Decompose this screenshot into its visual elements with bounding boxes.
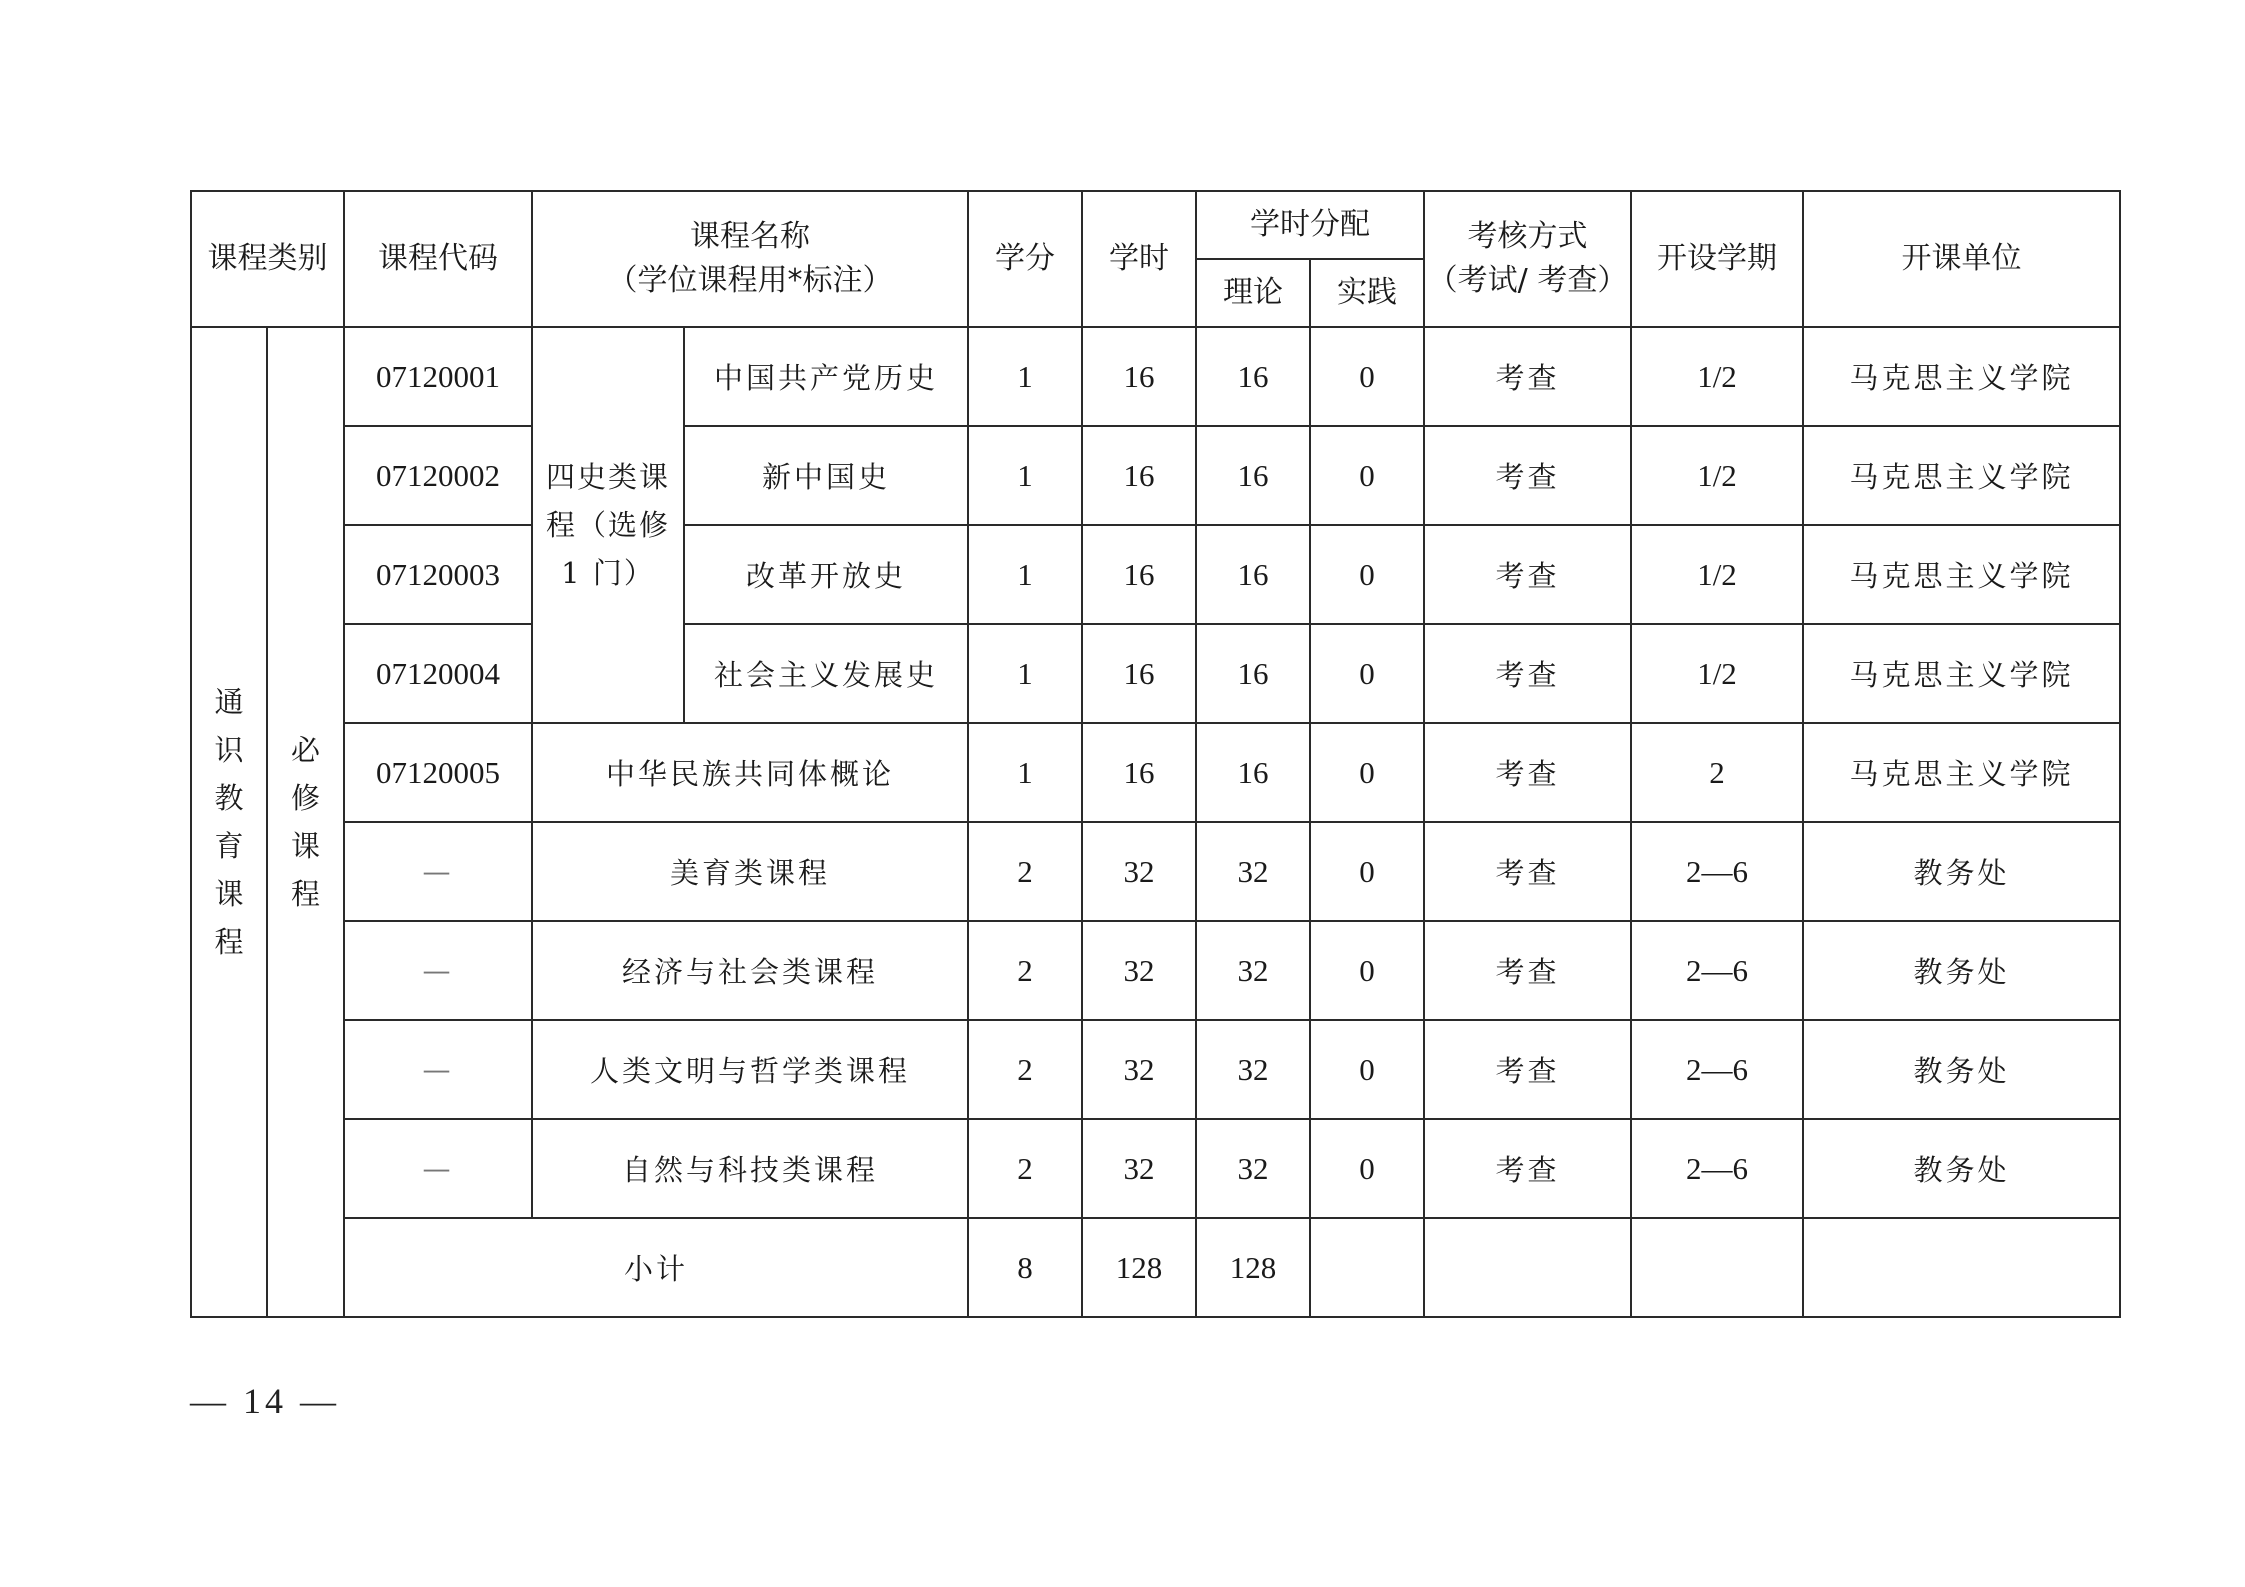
semester: 1/2 bbox=[1631, 327, 1803, 426]
semester: 2—6 bbox=[1631, 921, 1803, 1020]
unit: 马克思主义学院 bbox=[1803, 426, 2120, 525]
course-code: 07120004 bbox=[344, 624, 532, 723]
hours: 16 bbox=[1082, 426, 1196, 525]
practice-hours: 0 bbox=[1310, 921, 1424, 1020]
header-category: 课程类别 bbox=[191, 191, 344, 327]
theory-hours: 32 bbox=[1196, 1020, 1310, 1119]
course-code: — bbox=[344, 1119, 532, 1218]
header-theory: 理论 bbox=[1196, 259, 1310, 327]
table-row bbox=[191, 1020, 2120, 1119]
header-name-line2: （学位课程用*标注） bbox=[607, 263, 893, 298]
header-practice: 实践 bbox=[1310, 259, 1424, 327]
hours: 16 bbox=[1082, 327, 1196, 426]
course-name: 改革开放史 bbox=[684, 525, 968, 624]
curriculum-table bbox=[190, 190, 2121, 1318]
assessment: 考查 bbox=[1424, 1119, 1631, 1218]
theory-hours: 16 bbox=[1196, 723, 1310, 822]
course-name: 自然与科技类课程 bbox=[532, 1119, 968, 1218]
credits: 1 bbox=[968, 327, 1082, 426]
course-code: 07120001 bbox=[344, 327, 532, 426]
group-label: 四史类课程（选修 1 门） bbox=[545, 460, 670, 590]
table-row bbox=[191, 525, 2120, 624]
table-row bbox=[191, 723, 2120, 822]
table-row bbox=[191, 624, 2120, 723]
assessment: 考查 bbox=[1424, 723, 1631, 822]
theory-hours: 32 bbox=[1196, 921, 1310, 1020]
header-hours: 学时 bbox=[1082, 191, 1196, 327]
course-name: 人类文明与哲学类课程 bbox=[532, 1020, 968, 1119]
page-number: — 14 — bbox=[190, 1381, 340, 1421]
unit: 马克思主义学院 bbox=[1803, 525, 2120, 624]
header-assessment-line1: 考核方式 bbox=[1467, 219, 1588, 254]
category-main-cell bbox=[191, 327, 267, 1317]
header-credits: 学分 bbox=[968, 191, 1082, 327]
course-name: 新中国史 bbox=[684, 426, 968, 525]
practice-hours: 0 bbox=[1310, 1119, 1424, 1218]
course-name: 美育类课程 bbox=[532, 822, 968, 921]
subtotal-semester bbox=[1631, 1218, 1803, 1317]
table-row bbox=[191, 1119, 2120, 1218]
practice-hours: 0 bbox=[1310, 1020, 1424, 1119]
category-sub-cell bbox=[267, 327, 344, 1317]
assessment: 考查 bbox=[1424, 426, 1631, 525]
theory-hours: 16 bbox=[1196, 525, 1310, 624]
header-row-1 bbox=[191, 191, 2120, 259]
semester: 2—6 bbox=[1631, 1119, 1803, 1218]
hours: 32 bbox=[1082, 921, 1196, 1020]
header-name-line1: 课程名称 bbox=[690, 219, 810, 254]
hours: 16 bbox=[1082, 525, 1196, 624]
assessment: 考查 bbox=[1424, 822, 1631, 921]
practice-hours: 0 bbox=[1310, 327, 1424, 426]
hours: 32 bbox=[1082, 1020, 1196, 1119]
table-row bbox=[191, 921, 2120, 1020]
theory-hours: 16 bbox=[1196, 624, 1310, 723]
credits: 2 bbox=[968, 1020, 1082, 1119]
subtotal-assessment bbox=[1424, 1218, 1631, 1317]
header-unit: 开课单位 bbox=[1803, 191, 2120, 327]
semester: 2 bbox=[1631, 723, 1803, 822]
unit: 马克思主义学院 bbox=[1803, 624, 2120, 723]
credits: 2 bbox=[968, 822, 1082, 921]
assessment: 考查 bbox=[1424, 525, 1631, 624]
unit: 教务处 bbox=[1803, 1020, 2120, 1119]
header-assessment-line2: （考试/ 考查） bbox=[1427, 263, 1628, 298]
header-distribution: 学时分配 bbox=[1196, 191, 1424, 259]
subtotal-label: 小计 bbox=[344, 1218, 968, 1317]
subtotal-theory: 128 bbox=[1196, 1218, 1310, 1317]
category-main: 通识教育课程 bbox=[214, 685, 244, 959]
credits: 1 bbox=[968, 624, 1082, 723]
course-code: — bbox=[344, 822, 532, 921]
credits: 1 bbox=[968, 723, 1082, 822]
subtotal-credits: 8 bbox=[968, 1218, 1082, 1317]
assessment: 考查 bbox=[1424, 624, 1631, 723]
theory-hours: 32 bbox=[1196, 822, 1310, 921]
course-code: 07120005 bbox=[344, 723, 532, 822]
subtotal-practice bbox=[1310, 1218, 1424, 1317]
course-code: — bbox=[344, 921, 532, 1020]
credits: 2 bbox=[968, 1119, 1082, 1218]
subtotal-hours: 128 bbox=[1082, 1218, 1196, 1317]
course-name: 社会主义发展史 bbox=[684, 624, 968, 723]
assessment: 考查 bbox=[1424, 1020, 1631, 1119]
theory-hours: 32 bbox=[1196, 1119, 1310, 1218]
semester: 1/2 bbox=[1631, 624, 1803, 723]
header-name bbox=[532, 191, 968, 327]
practice-hours: 0 bbox=[1310, 624, 1424, 723]
assessment: 考查 bbox=[1424, 921, 1631, 1020]
semester: 1/2 bbox=[1631, 426, 1803, 525]
unit: 马克思主义学院 bbox=[1803, 327, 2120, 426]
semester: 1/2 bbox=[1631, 525, 1803, 624]
header-code: 课程代码 bbox=[344, 191, 532, 327]
credits: 1 bbox=[968, 525, 1082, 624]
table-row bbox=[191, 426, 2120, 525]
hours: 32 bbox=[1082, 822, 1196, 921]
semester: 2—6 bbox=[1631, 822, 1803, 921]
course-name: 中国共产党历史 bbox=[684, 327, 968, 426]
theory-hours: 16 bbox=[1196, 426, 1310, 525]
practice-hours: 0 bbox=[1310, 723, 1424, 822]
unit: 教务处 bbox=[1803, 1119, 2120, 1218]
practice-hours: 0 bbox=[1310, 822, 1424, 921]
credits: 1 bbox=[968, 426, 1082, 525]
practice-hours: 0 bbox=[1310, 426, 1424, 525]
subtotal-unit bbox=[1803, 1218, 2120, 1317]
practice-hours: 0 bbox=[1310, 525, 1424, 624]
theory-hours: 16 bbox=[1196, 327, 1310, 426]
semester: 2—6 bbox=[1631, 1020, 1803, 1119]
hours: 16 bbox=[1082, 624, 1196, 723]
course-name: 中华民族共同体概论 bbox=[532, 723, 968, 822]
subtotal-row bbox=[191, 1218, 2120, 1317]
course-code: 07120002 bbox=[344, 426, 532, 525]
group-cell bbox=[532, 327, 684, 723]
table-row bbox=[191, 822, 2120, 921]
course-code: — bbox=[344, 1020, 532, 1119]
table-row bbox=[191, 327, 2120, 426]
assessment: 考查 bbox=[1424, 327, 1631, 426]
header-assessment bbox=[1424, 191, 1631, 327]
hours: 16 bbox=[1082, 723, 1196, 822]
hours: 32 bbox=[1082, 1119, 1196, 1218]
course-name: 经济与社会类课程 bbox=[532, 921, 968, 1020]
category-sub: 必修课程 bbox=[290, 733, 320, 911]
unit: 教务处 bbox=[1803, 822, 2120, 921]
course-code: 07120003 bbox=[344, 525, 532, 624]
header-semester: 开设学期 bbox=[1631, 191, 1803, 327]
credits: 2 bbox=[968, 921, 1082, 1020]
unit: 教务处 bbox=[1803, 921, 2120, 1020]
unit: 马克思主义学院 bbox=[1803, 723, 2120, 822]
